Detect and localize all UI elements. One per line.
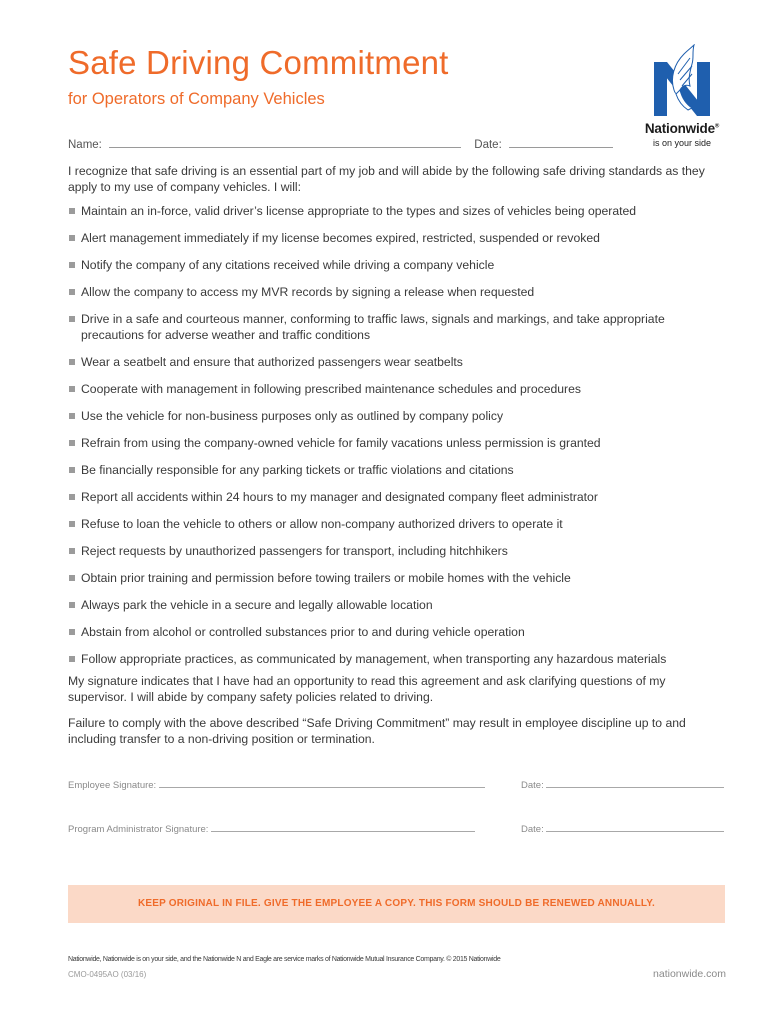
trademark-disclaimer: Nationwide, Nationwide is on your side, and the Nationwide N and Eagle are service marks of Nationwide Mutual Insurance Company. © 2015 Nationwide — [68, 956, 501, 963]
form-code: CMO-0495AO (03/16) — [68, 970, 147, 979]
list-item: Allow the company to access my MVR records by signing a release when requested — [68, 285, 728, 301]
bullet-icon — [69, 656, 75, 662]
page-subtitle: for Operators of Company Vehicles — [68, 90, 325, 108]
bullet-icon — [69, 386, 75, 392]
warning-paragraph: Failure to comply with the above described “Safe Driving Commitment” may result in employee discipline up to and including transfer to a non-driving position or termination. — [68, 716, 686, 746]
list-item: Reject requests by unauthorized passengers for transport, including hitchhikers — [68, 544, 728, 560]
list-item: Notify the company of any citations received while driving a company vehicle — [68, 258, 728, 274]
list-item: Wear a seatbelt and ensure that authorized passengers wear seatbelts — [68, 355, 728, 371]
employee-signature-field[interactable] — [159, 779, 485, 788]
bullet-icon — [69, 521, 75, 527]
administrator-date-row — [521, 823, 724, 835]
list-item: Always park the vehicle in a secure and legally allowable location — [68, 598, 728, 614]
list-item: Maintain an in-force, valid driver’s license appropriate to the types and sizes of vehicles being operated — [68, 204, 728, 220]
page-title: Safe Driving Commitment — [68, 44, 449, 81]
bullet-icon — [69, 208, 75, 214]
intro-paragraph: I recognize that safe driving is an essential part of my job and will abide by the following safe driving standards as they apply to my use of company vehicles. I will: — [68, 164, 705, 194]
list-item: Obtain prior training and permission before towing trailers or mobile homes with the vehicle — [68, 571, 728, 587]
list-item: Report all accidents within 24 hours to my manager and designated company fleet administrator — [68, 490, 728, 506]
date-field[interactable] — [509, 137, 613, 148]
acknowledgement-paragraph: My signature indicates that I have had an opportunity to read this agreement and ask clarifying questions of my supervisor. I will abide by company safety policies related to driving. — [68, 674, 666, 704]
list-item: Abstain from alcohol or controlled substances prior to and during vehicle operation — [68, 625, 728, 641]
bullet-icon — [69, 548, 75, 554]
employee-date-label: Date: — [521, 780, 544, 791]
employee-date-field[interactable] — [546, 779, 724, 788]
list-item: Refuse to loan the vehicle to others or allow non-company authorized drivers to operate it — [68, 517, 728, 533]
renewal-banner — [68, 885, 725, 923]
commitment-list — [68, 204, 728, 667]
bullet-icon — [69, 289, 75, 295]
name-label: Name: — [68, 139, 102, 151]
renewal-banner-text: KEEP ORIGINAL IN FILE. GIVE THE EMPLOYEE A COPY. THIS FORM SHOULD BE RENEWED ANNUALLY. — [137, 898, 656, 909]
bullet-icon — [69, 316, 75, 322]
bullet-icon — [69, 235, 75, 241]
administrator-signature-label: Program Administrator Signature: — [68, 824, 209, 835]
name-field[interactable] — [109, 137, 461, 148]
employee-date-row — [521, 779, 724, 791]
name-date-row — [68, 137, 613, 151]
nationwide-logo — [636, 44, 728, 152]
eagle-n-icon — [652, 44, 712, 120]
bullet-icon — [69, 494, 75, 500]
list-item: Use the vehicle for non-business purposes only as outlined by company policy — [68, 409, 728, 425]
list-item: Refrain from using the company-owned vehicle for family vacations unless permission is granted — [68, 436, 728, 452]
administrator-signature-field[interactable] — [211, 823, 475, 832]
bullet-icon — [69, 413, 75, 419]
logo-tagline: is on your side — [652, 138, 712, 148]
list-item: Follow appropriate practices, as communicated by management, when transporting any hazardous materials — [68, 652, 728, 668]
employee-signature-row — [68, 779, 485, 791]
logo-wordmark: Nationwide® — [644, 121, 720, 136]
bullet-icon — [69, 359, 75, 365]
bullet-icon — [69, 467, 75, 473]
date-label: Date: — [474, 139, 502, 151]
administrator-date-field[interactable] — [546, 823, 724, 832]
administrator-signature-row — [68, 823, 475, 835]
list-item: Be financially responsible for any parking tickets or traffic violations and citations — [68, 463, 728, 479]
list-item: Drive in a safe and courteous manner, conforming to traffic laws, signals and markings, and take appropriate precautions for adverse weather and traffic conditions — [68, 312, 728, 343]
employee-signature-label: Employee Signature: — [68, 780, 157, 791]
website-link[interactable]: nationwide.com — [653, 968, 726, 980]
bullet-icon — [69, 629, 75, 635]
bullet-icon — [69, 262, 75, 268]
bullet-icon — [69, 440, 75, 446]
list-item: Alert management immediately if my license becomes expired, restricted, suspended or revoked — [68, 231, 728, 247]
bullet-icon — [69, 575, 75, 581]
bullet-icon — [69, 602, 75, 608]
administrator-date-label: Date: — [521, 824, 544, 835]
list-item: Cooperate with management in following prescribed maintenance schedules and procedures — [68, 382, 728, 398]
